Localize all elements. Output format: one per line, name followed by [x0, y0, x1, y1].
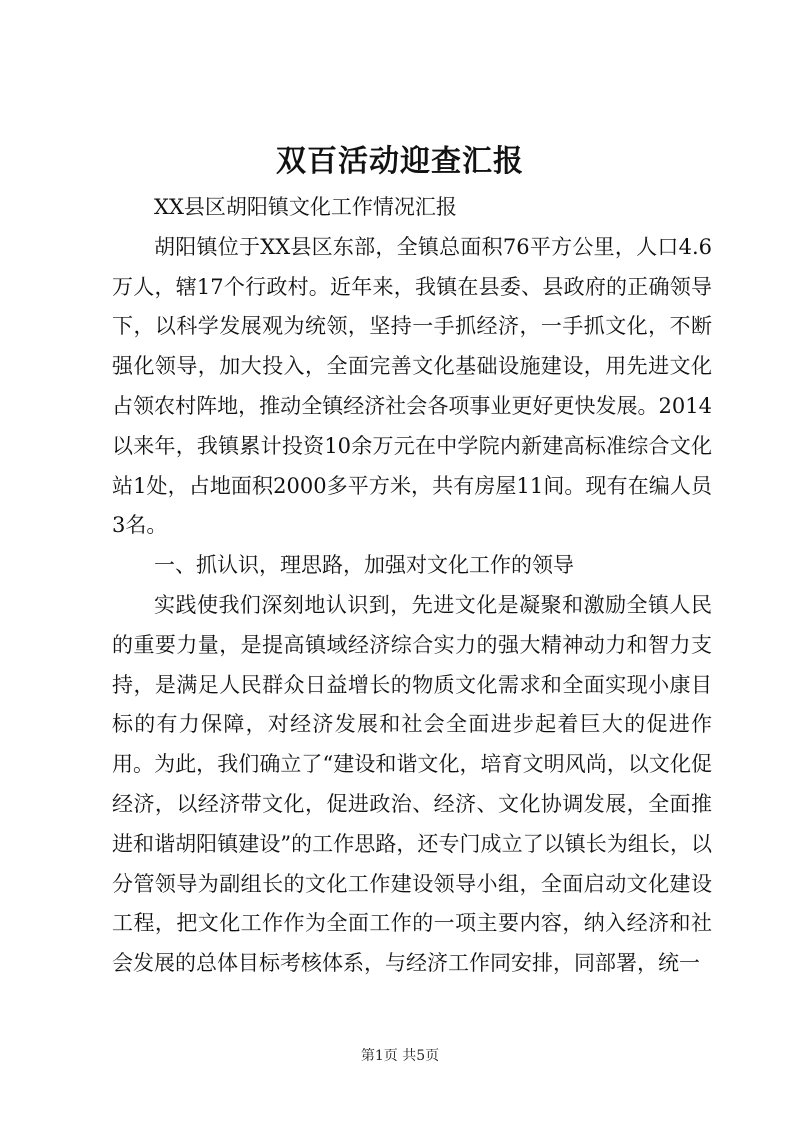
paragraph-section-1: 实践使我们深刻地认识到，先进文化是凝聚和激励全镇人民的重要力量，是提高镇域经济综合实力的强大精神动力和智力支持，是满足人民群众日益增长的物质文化需求和全面实现小康目标的有力保障，对经济发展和社会全面进步起着巨大的促进作用。为此，我们确立了“建设和谐文化，培育文明风尚，以文化促经济，以经济带文化，促进政治、经济、文化协调发展，全面推进和谐胡阳镇建设”的工作思路，还专门成立了以镇长为组长，以分管领导为副组长的文化工作建设领导小组，全面启动文化建设工程，把文化工作作为全面工作的一项主要内容，纳入经济和社会发展的总体目标考核体系，与经济工作同安排，同部署，统一 [112, 592, 712, 976]
paragraph-intro: 胡阳镇位于XX县区东部，全镇总面积76平方公里，人口4.6万人，辖17个行政村。近年来，我镇在县委、县政府的正确领导下，以科学发展观为统领，坚持一手抓经济，一手抓文化，不断强化领导，加大投入，全面完善文化基础设施建设，用先进文化占领农村阵地，推动全镇经济社会各项事业更好更快发展。2014以来年，我镇累计投资10余万元在中学院内新建高标准综合文化站1处，占地面积2000多平方米，共有房屋11间。现有在编人员3名。 [112, 234, 712, 538]
section-heading-1: 一、抓认识，理思路，加强对文化工作的领导 [154, 553, 574, 578]
page-number-footer: 第1页 共5页 [360, 1048, 440, 1064]
document-body [112, 188, 712, 984]
document-title: 双百活动迎查汇报 [276, 144, 524, 179]
subtitle-line: XX县区胡阳镇文化工作情况汇报 [154, 195, 457, 219]
